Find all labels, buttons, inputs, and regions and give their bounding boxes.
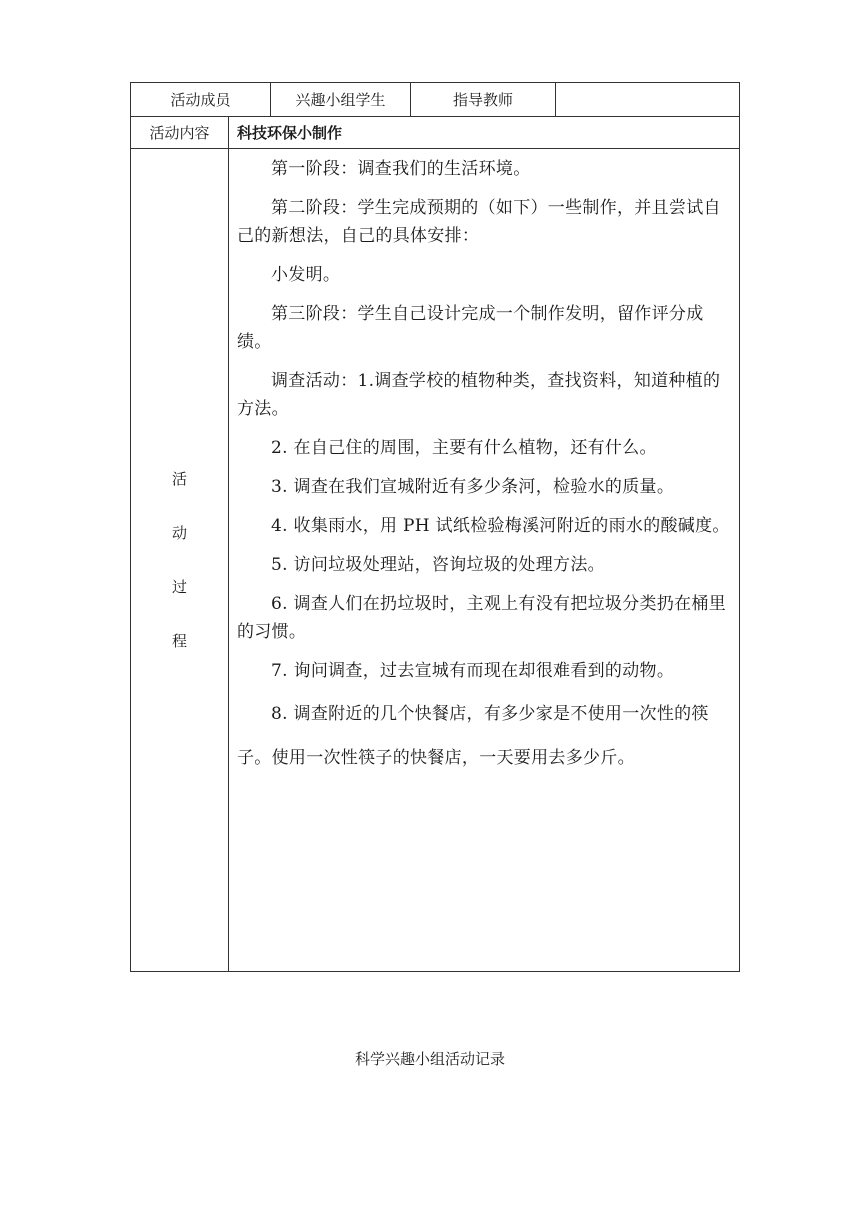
survey-item-4: 4. 收集雨水，用 PH 试纸检验梅溪河附近的雨水的酸碱度。 bbox=[271, 516, 730, 536]
activity-record-table bbox=[130, 82, 740, 972]
survey-item-1: 调查活动：1.调查学校的植物种类，查找资料，知道种植的方法。 bbox=[237, 371, 721, 419]
stage-1-paragraph: 第一阶段：调查我们的生活环境。 bbox=[271, 159, 531, 179]
survey-item-7: 7. 询问调查，过去宣城有而现在却很难看到的动物。 bbox=[271, 661, 675, 681]
survey-item-3: 3. 调查在我们宣城附近有多少条河，检验水的质量。 bbox=[271, 477, 675, 497]
survey-item-5: 5. 访问垃圾处理站，咨询垃圾的处理方法。 bbox=[271, 555, 605, 575]
process-label-char: 程 bbox=[171, 632, 187, 650]
survey-item-2: 2. 在自己住的周围，主要有什么植物，还有什么。 bbox=[271, 438, 657, 458]
teacher-label: 指导教师 bbox=[411, 83, 556, 117]
content-label: 活动内容 bbox=[131, 117, 229, 149]
process-label-char: 动 bbox=[171, 524, 187, 542]
process-row bbox=[131, 149, 740, 972]
members-label: 活动成员 bbox=[131, 83, 271, 117]
content-value: 科技环保小制作 bbox=[229, 117, 740, 149]
teacher-value bbox=[556, 83, 740, 117]
invention-paragraph: 小发明。 bbox=[271, 265, 341, 285]
survey-item-8: 8. 调查附近的几个快餐店，有多少家是不使用一次性的筷子。使用一次性筷子的快餐店，一天要用去多少斤。 bbox=[237, 704, 709, 768]
stage-2-paragraph: 第二阶段：学生完成预期的（如下）一些制作，并且尝试自己的新想法，自己的具体安排： bbox=[237, 198, 721, 246]
stage-3-paragraph: 第三阶段：学生自己设计完成一个制作发明，留作评分成绩。 bbox=[237, 304, 704, 352]
process-label-char: 过 bbox=[171, 578, 187, 596]
process-label-char: 活 bbox=[171, 470, 187, 488]
process-body bbox=[229, 149, 740, 972]
header-row bbox=[131, 83, 740, 117]
content-row bbox=[131, 117, 740, 149]
footer-title: 科学兴趣小组活动记录 bbox=[354, 1050, 505, 1068]
members-value: 兴趣小组学生 bbox=[271, 83, 411, 117]
process-label bbox=[131, 149, 229, 972]
survey-item-6: 6. 调查人们在扔垃圾时，主观上有没有把垃圾分类扔在桶里的习惯。 bbox=[237, 594, 727, 642]
